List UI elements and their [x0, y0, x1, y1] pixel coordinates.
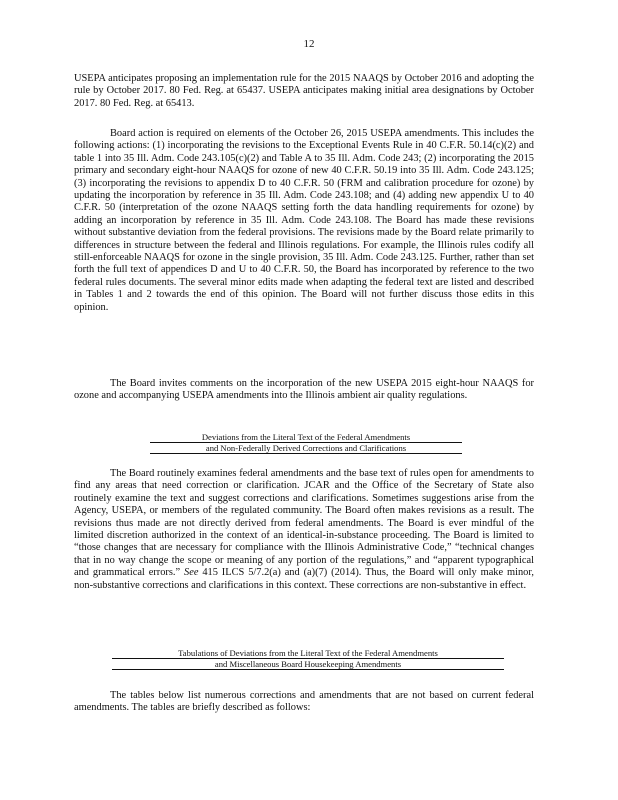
paragraph-board-action: Board action is required on elements of the October 26, 2015 USEPA amendments. This includes the following actions: (1) incorporating the revisions to the Exceptional Events Rule in 40 C.F.R. 50.14(c)(2) and table 1 into 35 Ill. Adm. Code 243.105(c)(2) and Table A to 35 Ill. Adm. Code 243; (2) incorporating the 2015 primary and secondary eight-hour NAAQS for ozone of new 40 C.F.R. 50.19 into 35 Ill. Adm. Code 243.125; (3) incorporating the revisions to appendix D to 40 C.F.R. 50 (FRM and calibration procedure for ozone) by updating the incorporation by reference in 35 Ill. Adm. Code 243.108; and (4) adding new appendix U to 40 C.F.R. 50 (interpretation of the ozone NAAQS setting forth the data handling requirements for ozone) by adding an incorporation by reference in 35 Ill. Adm. Code 243.108. The Board has made these revisions without substantive deviation from the federal provisions. The revisions made by the Board relate primarily to differences in structure between the federal and Illinois regulations. For example, the Illinois rules codify all still-enforceable NAAQS for ozone in the single provision, 35 Ill. Adm. Code 243.125. Further, rather than set forth the full text of appendices D and U to 40 C.F.R. 50, the Board has incorporated by reference to the two federal rules documents. The several minor edits made when adapting the federal text are listed and described in Tables 1 and 2 towards the end of this opinion. The Board will not further discuss those edits in this opinion. [74, 128, 534, 313]
paragraph-routine-examination-citation: 415 ILCS 5/7.2(a) and (a)(7) (2014). Thus, the Board will only make minor, non-substantive corrections and clarifications in this context. These corrections are non-substantive in effect. [74, 567, 535, 591]
heading-underline [150, 453, 462, 454]
heading-underline [112, 669, 504, 670]
heading-underline [150, 442, 462, 443]
paragraph-implementation-rule: USEPA anticipates proposing an implementation rule for the 2015 NAAQS by October 2016 and adopting the rule by October 2017. 80 Fed. Reg. at 65437. USEPA anticipates making initial area designations by October 2017. 80 Fed. Reg. at 65413. [74, 73, 534, 109]
citation-signal: See [184, 567, 199, 579]
section-heading-tabulations-line1: Tabulations of Deviations from the Literal Text of the Federal Amendments [178, 648, 438, 658]
section-heading-deviations-line2: and Non-Federally Derived Corrections and Clarifications [205, 442, 407, 453]
paragraph-invites-comments: The Board invites comments on the incorporation of the new USEPA 2015 eight-hour NAAQS for ozone and accompanying USEPA amendments into the Illinois ambient air quality regulations. [74, 378, 534, 402]
section-heading-deviations-line1: Deviations from the Literal Text of the Federal Amendments [201, 432, 411, 442]
page-number: 12 [303, 38, 315, 50]
section-heading-tabulations-line2: and Miscellaneous Board Housekeeping Amendments [214, 658, 402, 669]
heading-underline [112, 658, 504, 659]
paragraph-routine-examination [74, 468, 534, 592]
paragraph-tables-description: The tables below list numerous corrections and amendments that are not based on current federal amendments. The tables are briefly described as follows: [74, 690, 534, 714]
paragraph-routine-examination-text: The Board routinely examines federal amendments and the base text of rules open for amendments to find any areas that need correction or clarification. JCAR and the Office of the Secretary of State also routinely examine the text and suggest corrections and clarifications. Sometimes suggestions arise from the Agency, USEPA, or members of the regulated community. The Board often makes revisions as a result. The revisions thus made are not directly derived from federal amendments. The Board is ever mindful of the limited discretion authorized in the context of an identical-in-substance proceeding. The Board is limited to “those changes that are necessary for compliance with the Illinois Administrative Code,” “technical changes that in no way change the scope or meaning of any portion of the regulations,” and “apparent typographical and grammatical errors.” [74, 468, 534, 579]
